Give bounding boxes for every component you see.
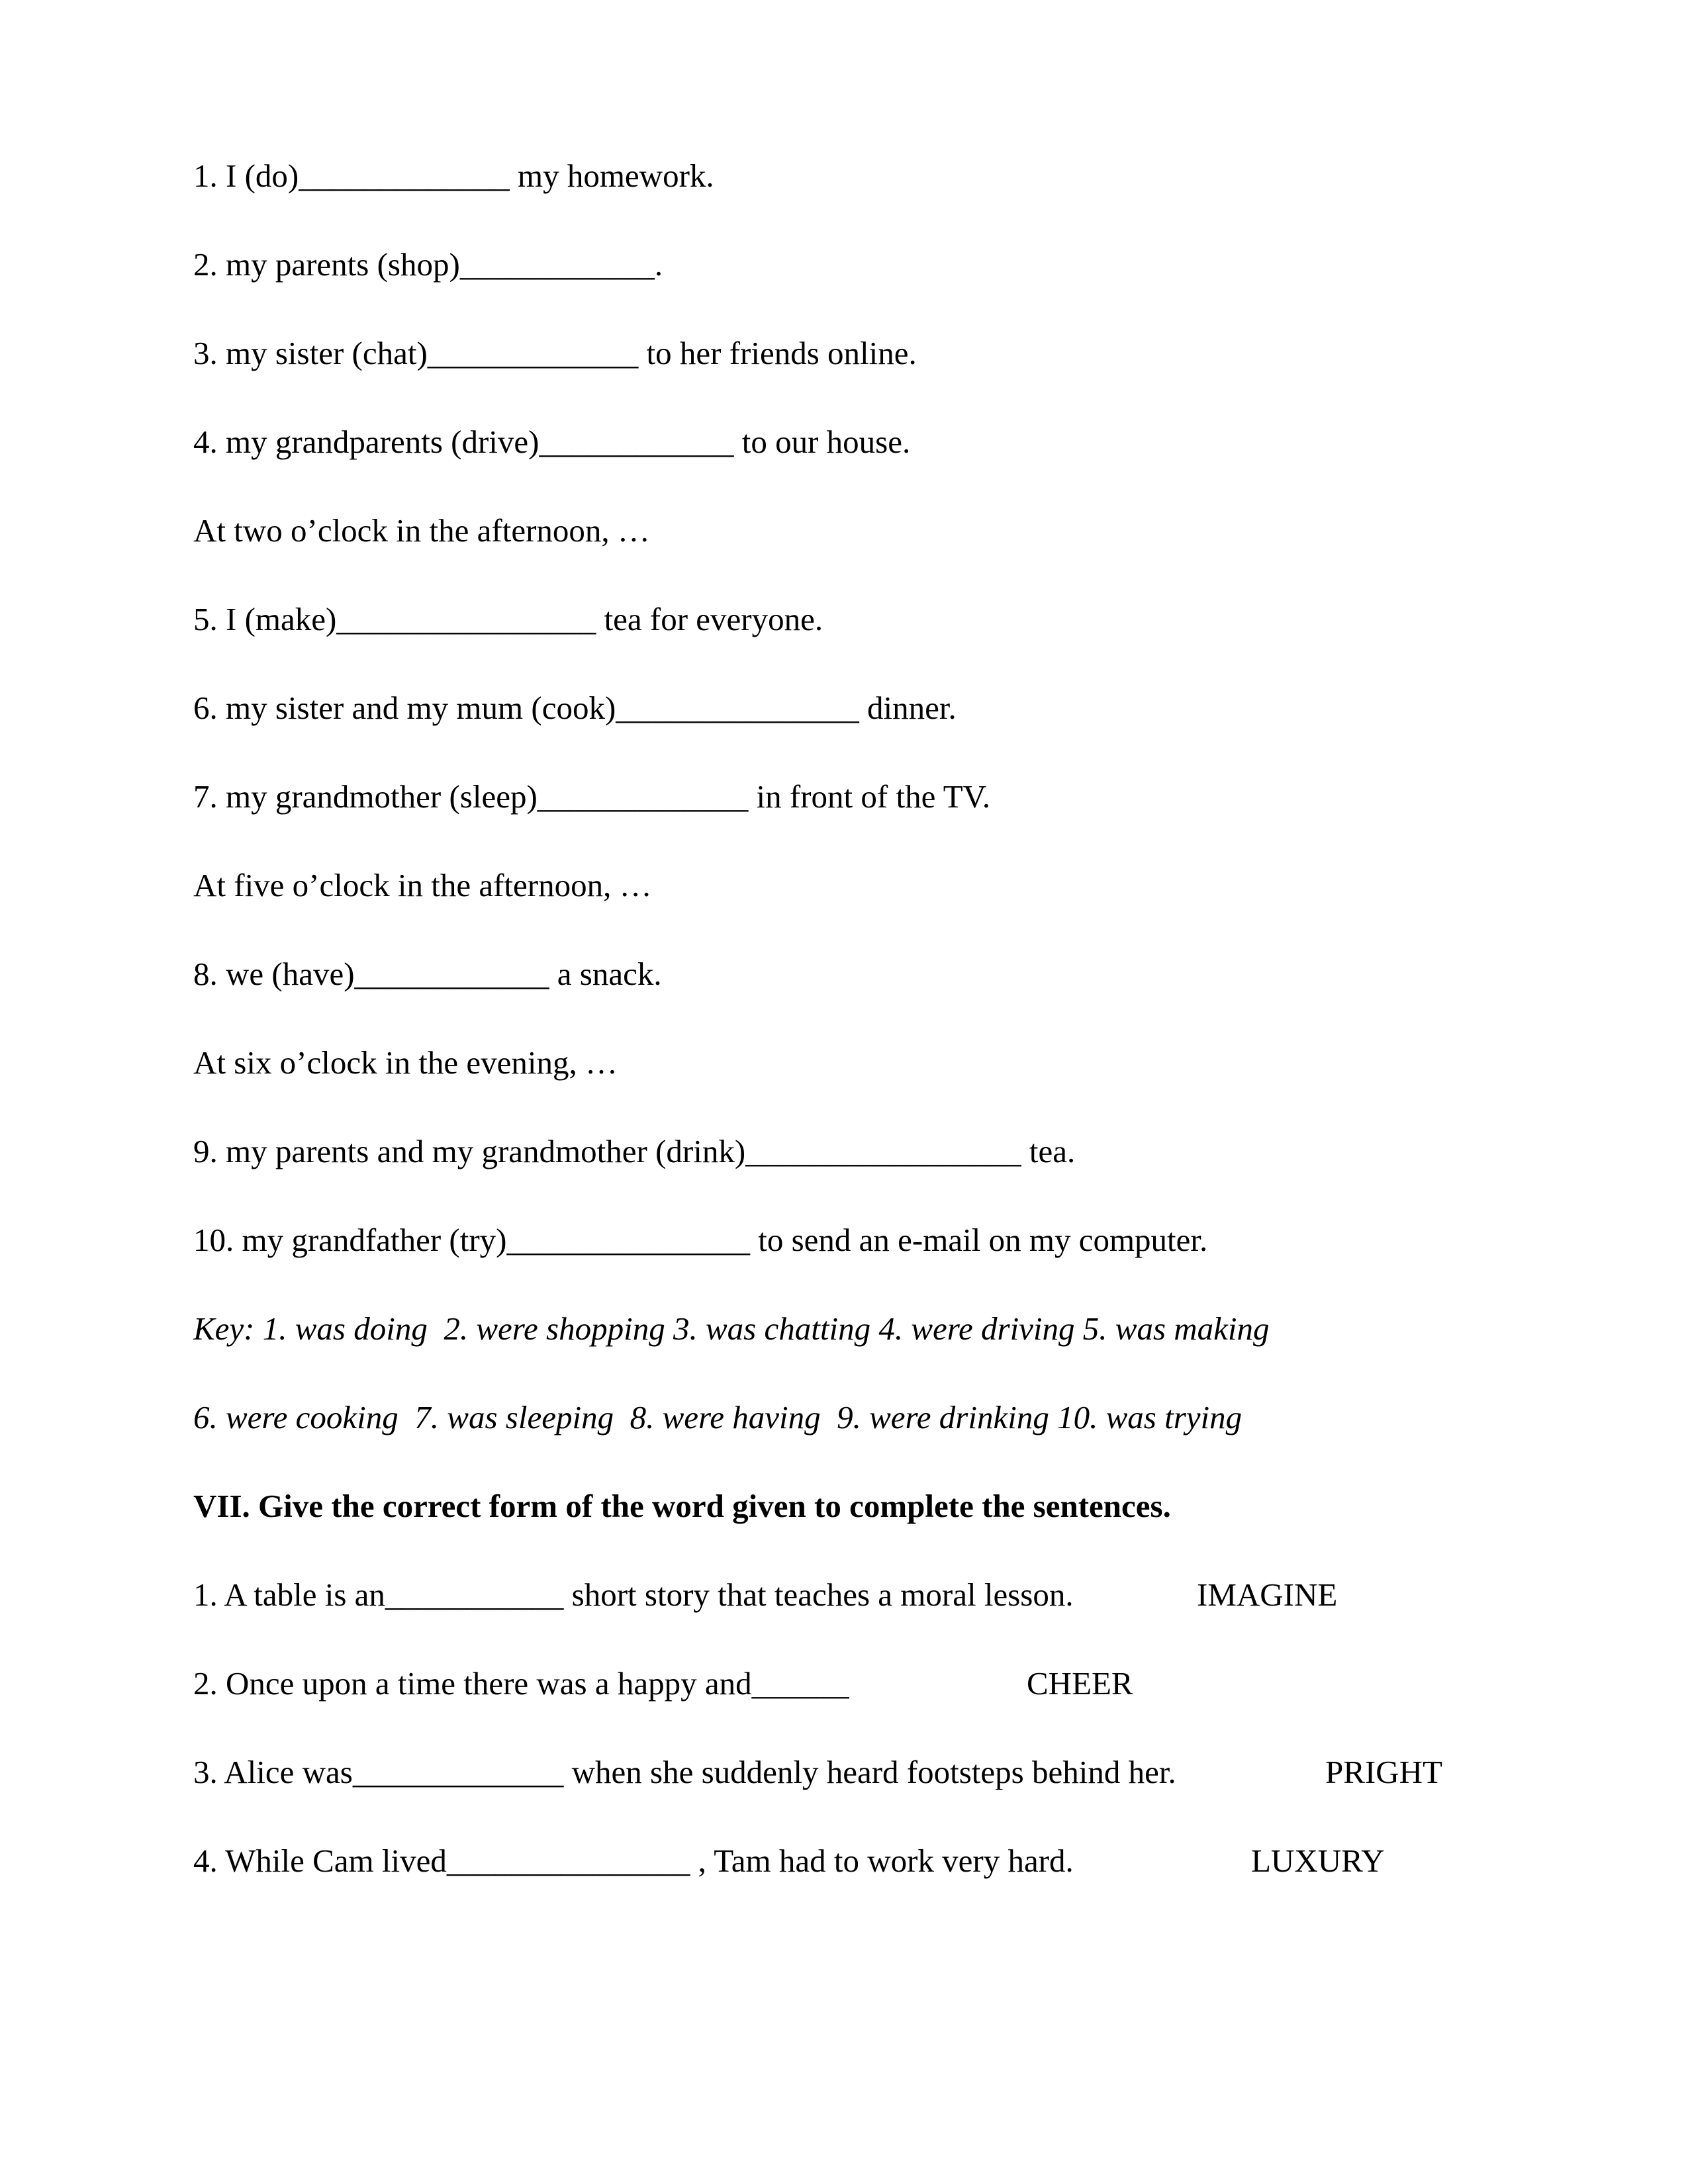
time-header-two-oclock: At two o’clock in the afternoon, …	[193, 512, 650, 549]
answer-key-line-1: Key: 1. was doing 2. were shopping 3. was chatting 4. were driving 5. was making	[193, 1310, 1270, 1347]
word-form-cue-2: CHEER	[1027, 1665, 1133, 1702]
word-form-sentence-1: 1. A table is an___________ short story that teaches a moral lesson.	[193, 1576, 1074, 1613]
exercise-line-6: 6. my sister and my mum (cook)_______________ dinner.	[193, 690, 957, 726]
exercise-line-4: 4. my grandparents (drive)____________ to our house.	[193, 424, 911, 460]
exercise-line-10: 10. my grandfather (try)_______________ to send an e-mail on my computer.	[193, 1222, 1208, 1258]
exercise-line-3: 3. my sister (chat)_____________ to her friends online.	[193, 335, 917, 371]
word-form-sentence-4: 4. While Cam lived_______________ , Tam had to work very hard.	[193, 1843, 1074, 1879]
answer-key-line-2: 6. were cooking 7. was sleeping 8. were having 9. were drinking 10. was trying	[193, 1399, 1243, 1435]
time-header-five-oclock: At five o’clock in the afternoon, …	[193, 867, 652, 903]
exercise-line-7: 7. my grandmother (sleep)_____________ in front of the TV.	[193, 778, 990, 815]
exercise-line-8: 8. we (have)____________ a snack.	[193, 956, 662, 992]
word-form-cue-3: PRIGHT	[1325, 1754, 1442, 1790]
section-vii-heading: VII. Give the correct form of the word given to complete the sentences.	[193, 1488, 1171, 1524]
word-form-cue-4: LUXURY	[1251, 1843, 1385, 1879]
time-header-six-oclock: At six o’clock in the evening, …	[193, 1044, 618, 1081]
word-form-sentence-2: 2. Once upon a time there was a happy and______	[193, 1665, 849, 1702]
exercise-line-9: 9. my parents and my grandmother (drink)_________________ tea.	[193, 1133, 1076, 1169]
word-form-cue-1: IMAGINE	[1197, 1576, 1338, 1613]
exercise-line-1: 1. I (do)_____________ my homework.	[193, 158, 714, 194]
exercise-line-2: 2. my parents (shop)____________.	[193, 246, 663, 283]
exercise-line-5: 5. I (make)________________ tea for everyone.	[193, 601, 823, 637]
word-form-sentence-3: 3. Alice was_____________ when she suddenly heard footsteps behind her.	[193, 1754, 1176, 1790]
